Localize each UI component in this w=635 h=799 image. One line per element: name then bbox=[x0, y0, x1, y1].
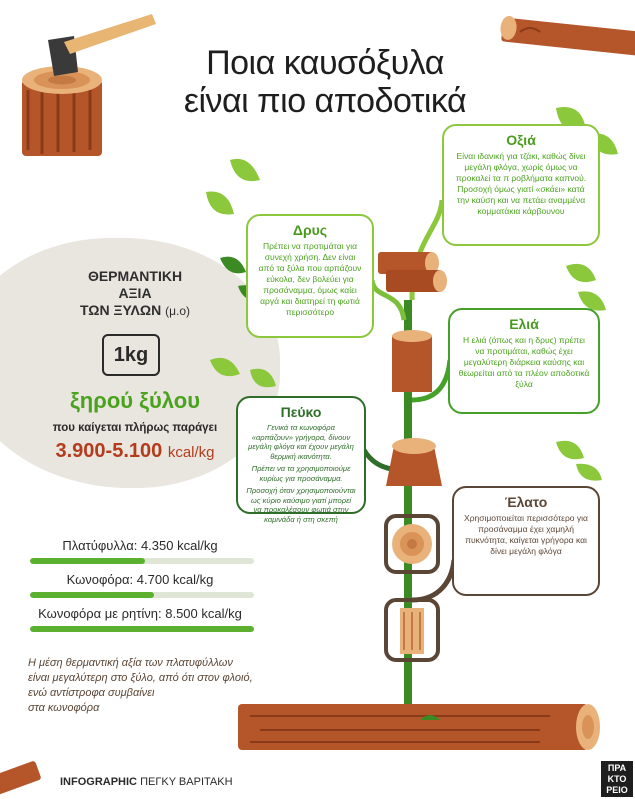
card-drys bbox=[246, 214, 374, 338]
credit bbox=[60, 776, 233, 788]
card-pefko-desc-3: Προσοχή όταν χρησιμοποιούνται ως κύριο καύσιμο γιατί μπορεί να προκαλέσουν φωτιά στην καμινάδα ή στη σκεπή bbox=[246, 486, 356, 524]
title-line-1: Ποια καυσόξυλα bbox=[206, 44, 444, 82]
branch-elato bbox=[412, 560, 454, 600]
wood-elato bbox=[392, 524, 432, 564]
bar-label-resin-conifer: Κωνοφόρα με ρητίνη: 8.500 kcal/kg bbox=[38, 606, 242, 621]
logo-line-1: ΠΡΑ bbox=[607, 763, 627, 773]
card-elia-desc: Η ελιά (όπως και η δρυς) πρέπει να προτιμάται, καθώς έχει μεγαλύτερη διάρκεια καύσης και θεωρείται από τα πλέον αποδοτικά ξύλα bbox=[458, 335, 590, 389]
bar-fill-resin-conifer bbox=[30, 626, 254, 632]
bar-track-broadleaf bbox=[30, 558, 254, 564]
logs-oxia bbox=[378, 252, 447, 292]
average-note-line-3: ενώ αντίστροφα συμβαίνει bbox=[28, 687, 155, 699]
card-pefko-title: Πεύκο bbox=[280, 404, 322, 420]
card-pefko bbox=[236, 396, 366, 524]
thermal-line-2: ΑΞΙΑ bbox=[118, 285, 152, 301]
card-drys-desc: Πρέπει να προτιμάται για συνεχή χρήση. Δεν είναι από τα ξύλα που αρπάζουν εύκολα, δεν βολεύει για προσάναμμα, όμως καίει αργά και διατηρεί τη φωτιά περισσότερο bbox=[258, 241, 362, 317]
card-oxia-title: Οξιά bbox=[506, 132, 536, 148]
title-line-2: είναι πιο αποδοτικά bbox=[183, 82, 467, 120]
logo-line-3: ΡΕΙΟ bbox=[606, 785, 628, 795]
bar-label-broadleaf: Πλατύφυλλα: 4.350 kcal/kg bbox=[62, 538, 218, 553]
card-elato-desc: Χρησιμοποιείται περισσότερο για προσάναμμα έχει χαμηλή πυκνότητα, καίγεται γρήγορα και δίνει μεγάλη φλόγα bbox=[464, 513, 588, 556]
card-oxia bbox=[442, 124, 600, 246]
thermal-range-value: 3.900-5.100 bbox=[55, 440, 163, 462]
card-elia-title: Ελιά bbox=[509, 316, 539, 332]
thermal-avg: (μ.ο) bbox=[165, 304, 191, 318]
card-drys-title: Δρυς bbox=[292, 222, 328, 238]
average-note-line-1: Η μέση θερμαντική αξία των πλατυφύλλων bbox=[28, 657, 233, 669]
bar-fill-broadleaf bbox=[30, 558, 145, 564]
thermal-range bbox=[20, 440, 250, 463]
logo-line-2: ΚΤΟ bbox=[607, 774, 627, 784]
bar-label-conifer: Κωνοφόρα: 4.700 kcal/kg bbox=[66, 572, 214, 587]
burn-note: που καίγεται πλήρως παράγει bbox=[52, 422, 218, 434]
bottom-log bbox=[238, 704, 600, 750]
thermal-range-unit: kcal/kg bbox=[167, 444, 215, 461]
credit-label: INFOGRAPHIC bbox=[60, 776, 137, 788]
wood-elia bbox=[392, 330, 432, 392]
card-elato bbox=[452, 486, 600, 596]
card-oxia-desc: Είναι ιδανική για τζάκι, καθώς δίνει μεγάλη φλόγα, χωρίς όμως να προκαλεί τα π ροβλήματα καπνού. Προσοχή όμως γιατί «σκάει» κατά την καύση και να πετάει αναμμένα κομματάκια κάρβουνου bbox=[455, 151, 587, 216]
stump-pefko bbox=[386, 438, 442, 486]
thermal-line-3 bbox=[40, 302, 230, 320]
bar-track-resin-conifer bbox=[30, 626, 254, 632]
card-elato-title: Έλατο bbox=[504, 494, 548, 510]
corner-log bbox=[0, 760, 42, 799]
kg-badge: 1kg bbox=[102, 334, 160, 376]
wood-bottom bbox=[400, 608, 424, 654]
bar-track-conifer bbox=[30, 592, 254, 598]
card-pefko-desc-2: Πρέπει να τα χρησιμοποιούμε κυρίως για προσάναμμα. bbox=[251, 464, 351, 483]
thermal-line-1: ΘΕΡΜΑΝΤΙΚΗ bbox=[87, 268, 183, 284]
thermal-heading bbox=[40, 268, 230, 320]
thermal-line-3-text: ΤΩΝ ΞΥΛΩΝ bbox=[79, 302, 162, 318]
credit-author: ΠΕΓΚΥ ΒΑΡΙΤΑΚΗ bbox=[140, 776, 233, 788]
average-note-line-2: είναι μεγαλύτερη στο ξύλο, από ότι στον φλοιό, bbox=[28, 672, 253, 684]
average-note-line-4: στα κωνοφόρα bbox=[28, 702, 100, 714]
card-pefko-desc-1: Γενικά τα κωνοφόρα «αρπάζουν» γρήγορα, δίνουν μεγάλη φλόγα και έχουν μεγάλη θερμική ικανότητα. bbox=[248, 423, 354, 461]
dry-wood-label: ξηρού ξύλου bbox=[69, 388, 200, 413]
publisher-logo bbox=[601, 761, 633, 797]
card-elia bbox=[448, 308, 600, 414]
bar-fill-conifer bbox=[30, 592, 154, 598]
average-note bbox=[28, 656, 278, 716]
